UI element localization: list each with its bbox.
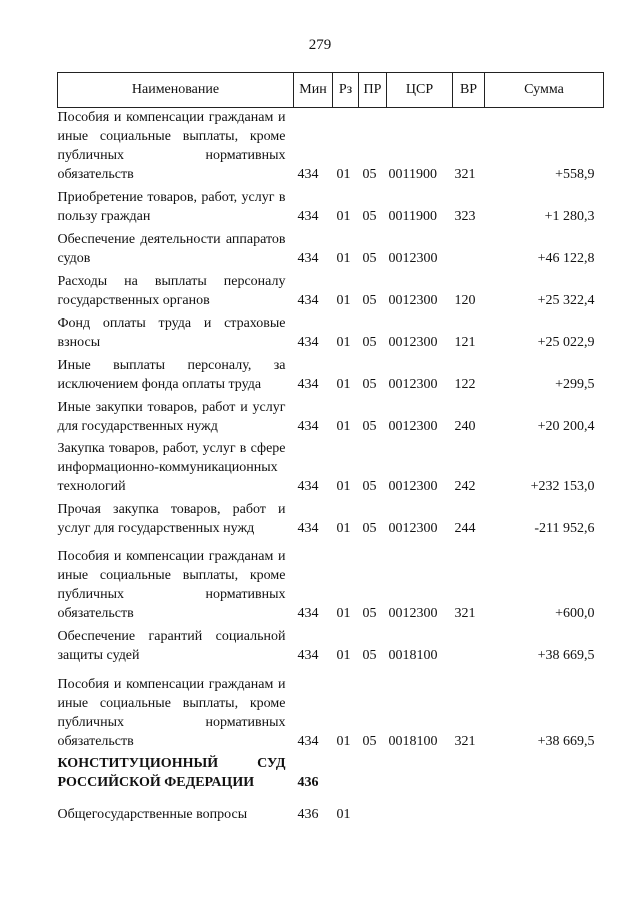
table-row xyxy=(58,229,604,271)
cell-rz: 01 xyxy=(336,807,351,822)
cell-name: Иные закупки товаров, работ и услуг для государственных нужд xyxy=(57,400,286,434)
table-row xyxy=(58,439,604,499)
cell-name: Пособия и компенсации гражданам и иные социальные выплаты, кроме публичных нормативных обязательств xyxy=(57,677,286,749)
cell-min: 436 xyxy=(297,807,319,822)
cell-sum: +600,0 xyxy=(555,606,595,621)
header-rz: Рз xyxy=(333,73,359,108)
table-row xyxy=(58,355,604,397)
header-pr: ПР xyxy=(359,73,387,108)
cell-pr: 05 xyxy=(362,419,377,434)
cell-csr: 0012300 xyxy=(388,335,438,350)
cell-vr: 121 xyxy=(454,335,476,350)
cell-csr: 0018100 xyxy=(388,648,438,663)
cell-csr: 0018100 xyxy=(388,734,438,749)
cell-pr: 05 xyxy=(362,521,377,536)
cell-csr: 0012300 xyxy=(388,377,438,392)
cell-name: Обеспечение деятельности аппаратов судов xyxy=(57,232,286,266)
cell-min: 434 xyxy=(297,479,319,494)
cell-rz: 01 xyxy=(336,251,351,266)
cell-name: Общегосударственные вопросы xyxy=(57,807,248,822)
cell-rz: 01 xyxy=(336,606,351,621)
cell-min: 434 xyxy=(297,606,319,621)
cell-min: 436 xyxy=(297,775,319,790)
header-csr: ЦСР xyxy=(387,73,453,108)
cell-name: Обеспечение гарантий социальной защиты судей xyxy=(57,629,286,663)
table-row xyxy=(58,271,604,313)
cell-rz: 01 xyxy=(336,209,351,224)
cell-csr xyxy=(387,795,453,827)
cell-rz: 01 xyxy=(336,648,351,663)
cell-rz: 01 xyxy=(336,734,351,749)
table-row xyxy=(58,397,604,439)
cell-pr: 05 xyxy=(362,209,377,224)
table-row xyxy=(58,668,604,754)
cell-csr: 0011900 xyxy=(388,167,437,182)
cell-sum: +558,9 xyxy=(555,167,595,182)
cell-pr: 05 xyxy=(362,293,377,308)
cell-pr xyxy=(359,754,387,795)
cell-vr: 244 xyxy=(454,521,476,536)
cell-name: Прочая закупка товаров, работ и услуг для государственных нужд xyxy=(57,502,286,536)
cell-min: 434 xyxy=(297,251,319,266)
cell-vr: 120 xyxy=(454,293,476,308)
cell-min: 434 xyxy=(297,648,319,663)
cell-name: Пособия и компенсации гражданам и иные социальные выплаты, кроме публичных нормативных обязательств xyxy=(57,549,286,621)
cell-name: Расходы на выплаты персоналу государственных органов xyxy=(57,274,286,308)
cell-min: 434 xyxy=(297,521,319,536)
cell-min: 434 xyxy=(297,377,319,392)
cell-rz: 01 xyxy=(336,419,351,434)
cell-pr: 05 xyxy=(362,734,377,749)
cell-vr: 242 xyxy=(454,479,476,494)
cell-rz: 01 xyxy=(336,479,351,494)
table-header xyxy=(58,73,604,108)
cell-csr: 0011900 xyxy=(388,209,437,224)
budget-table xyxy=(57,72,604,827)
table-body xyxy=(58,108,604,828)
cell-name: КОНСТИТУЦИОННЫЙ СУД РОССИЙСКОЙ ФЕДЕРАЦИИ xyxy=(57,756,286,790)
table-row xyxy=(58,108,604,188)
table-row xyxy=(58,795,604,827)
table-row xyxy=(58,499,604,541)
cell-rz: 01 xyxy=(336,377,351,392)
cell-sum: +232 153,0 xyxy=(530,479,595,494)
cell-sum: +25 322,4 xyxy=(537,293,595,308)
cell-rz: 01 xyxy=(336,167,351,182)
cell-sum xyxy=(485,754,604,795)
cell-sum: +38 669,5 xyxy=(537,648,595,663)
cell-name: Приобретение товаров, работ, услуг в пользу граждан xyxy=(57,190,286,224)
cell-csr xyxy=(387,754,453,795)
cell-sum: +38 669,5 xyxy=(537,734,595,749)
cell-sum: +299,5 xyxy=(555,377,595,392)
cell-sum: +20 200,4 xyxy=(537,419,595,434)
cell-vr xyxy=(453,229,485,271)
cell-pr: 05 xyxy=(362,479,377,494)
cell-csr: 0012300 xyxy=(388,419,438,434)
cell-rz: 01 xyxy=(336,521,351,536)
cell-min: 434 xyxy=(297,293,319,308)
cell-pr: 05 xyxy=(362,335,377,350)
cell-min: 434 xyxy=(297,734,319,749)
cell-sum: +46 122,8 xyxy=(537,251,595,266)
page-number: 279 xyxy=(308,37,332,53)
table-row xyxy=(58,313,604,355)
cell-vr xyxy=(453,795,485,827)
cell-csr: 0012300 xyxy=(388,251,438,266)
cell-name: Фонд оплаты труда и страховые взносы xyxy=(57,316,286,350)
cell-pr: 05 xyxy=(362,377,377,392)
cell-sum: -211 952,6 xyxy=(534,521,595,536)
cell-name: Иные выплаты персоналу, за исключением фонда оплаты труда xyxy=(57,358,286,392)
table-row xyxy=(58,754,604,795)
cell-pr: 05 xyxy=(362,167,377,182)
cell-vr: 321 xyxy=(454,167,476,182)
cell-vr: 240 xyxy=(454,419,476,434)
cell-sum: +25 022,9 xyxy=(537,335,595,350)
cell-name: Закупка товаров, работ, услуг в сфере информационно-коммуникационных технологий xyxy=(57,441,286,494)
cell-csr: 0012300 xyxy=(388,521,438,536)
cell-vr xyxy=(453,626,485,668)
cell-min: 434 xyxy=(297,419,319,434)
cell-csr: 0012300 xyxy=(388,606,438,621)
cell-pr xyxy=(359,795,387,827)
cell-min: 434 xyxy=(297,167,319,182)
cell-vr: 321 xyxy=(454,606,476,621)
cell-csr: 0012300 xyxy=(388,293,438,308)
cell-rz: 01 xyxy=(336,293,351,308)
cell-csr: 0012300 xyxy=(388,479,438,494)
header-name: Наименование xyxy=(58,73,294,108)
table-row xyxy=(58,626,604,668)
cell-sum: +1 280,3 xyxy=(544,209,595,224)
cell-min: 434 xyxy=(297,209,319,224)
header-sum: Сумма xyxy=(485,73,604,108)
header-min: Мин xyxy=(294,73,333,108)
cell-vr: 321 xyxy=(454,734,476,749)
cell-rz xyxy=(333,754,359,795)
table-row xyxy=(58,541,604,626)
cell-rz: 01 xyxy=(336,335,351,350)
cell-vr: 122 xyxy=(454,377,476,392)
cell-pr: 05 xyxy=(362,251,377,266)
cell-min: 434 xyxy=(297,335,319,350)
cell-pr: 05 xyxy=(362,606,377,621)
cell-name: Пособия и компенсации гражданам и иные социальные выплаты, кроме публичных нормативных обязательств xyxy=(57,110,286,182)
table-row xyxy=(58,187,604,229)
cell-vr: 323 xyxy=(454,209,476,224)
cell-pr: 05 xyxy=(362,648,377,663)
header-vr: ВР xyxy=(453,73,485,108)
cell-sum xyxy=(485,795,604,827)
cell-vr xyxy=(453,754,485,795)
